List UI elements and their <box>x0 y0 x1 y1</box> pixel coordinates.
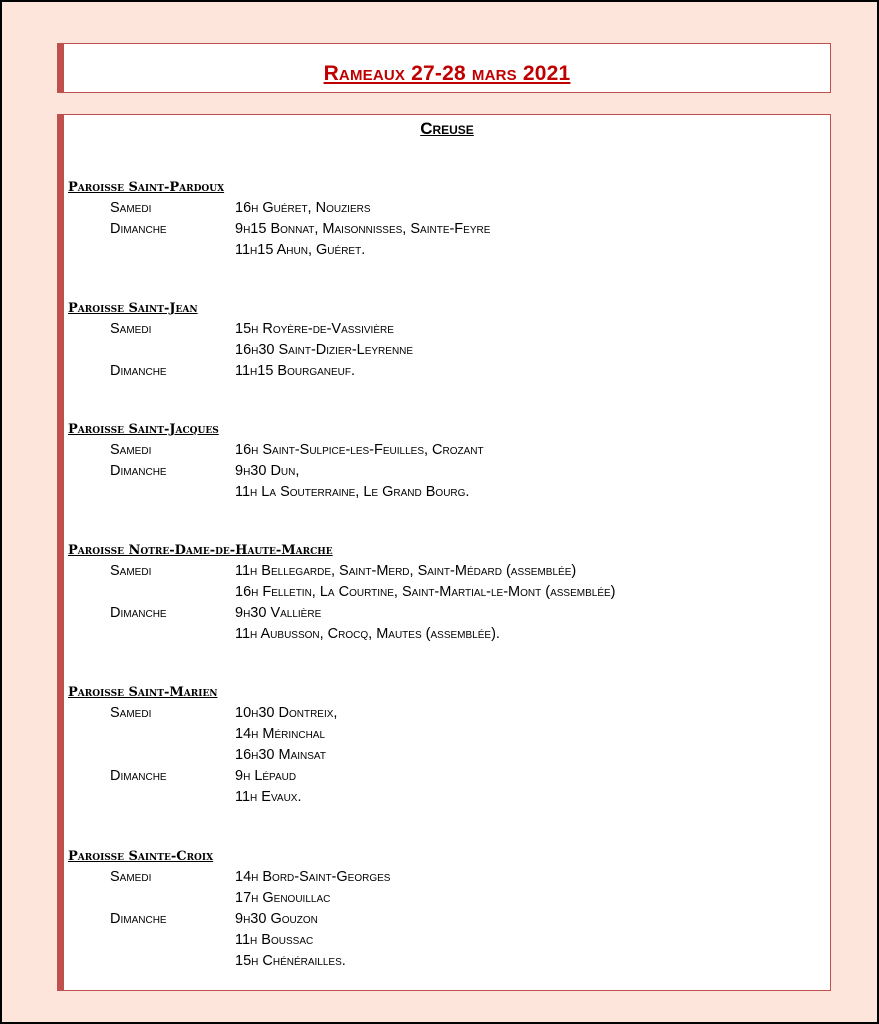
schedule-row <box>68 888 768 909</box>
service-text: 9h30 Gouzon <box>235 911 318 927</box>
schedule-row <box>68 603 768 624</box>
schedule-row <box>68 909 768 930</box>
service-text: 9h30 Vallière <box>235 605 322 621</box>
service-text: 11h Evaux. <box>235 789 302 805</box>
service-text: 11h Boussac <box>235 932 314 948</box>
schedule-row <box>68 724 768 745</box>
day-label: Samedi <box>110 869 152 885</box>
day-label: Samedi <box>110 442 152 458</box>
schedule-row <box>68 319 768 340</box>
parish-block <box>68 177 768 261</box>
service-text: 16h Felletin, La Courtine, Saint-Martial-le-Mont (assemblée) <box>235 584 616 600</box>
parish-block <box>68 846 768 972</box>
service-text: 16h30 Saint-Dizier-Leyrenne <box>235 342 414 358</box>
service-text: 11h15 Ahun, Guéret. <box>235 242 366 258</box>
schedule-row <box>68 561 768 582</box>
service-text: 11h15 Bourganeuf. <box>235 363 356 379</box>
schedule-row <box>68 240 768 261</box>
schedule-row <box>68 219 768 240</box>
parish-name: Paroisse Saint-Jacques <box>68 422 219 437</box>
day-label: Dimanche <box>110 363 167 379</box>
day-label: Samedi <box>110 200 152 216</box>
service-text: 15h Royère-de-Vassivière <box>235 321 394 337</box>
service-text: 16h30 Mainsat <box>235 747 326 763</box>
parish-name: Paroisse Saint-Marien <box>68 685 218 700</box>
service-text: 11h La Souterraine, Le Grand Bourg. <box>235 484 470 500</box>
schedule-row <box>68 340 768 361</box>
service-text: 9h Lépaud <box>235 768 297 784</box>
service-text: 16h Saint-Sulpice-les-Feuilles, Crozant <box>235 442 484 458</box>
parish-block <box>68 540 768 645</box>
parish-block <box>68 419 768 503</box>
day-label: Samedi <box>110 563 152 579</box>
schedule-row <box>68 930 768 951</box>
page-title: Rameaux 27-28 mars 2021 <box>323 62 571 85</box>
schedule-row <box>68 461 768 482</box>
parish-block <box>68 298 768 382</box>
service-text: 9h30 Dun, <box>235 463 300 479</box>
schedule-row <box>68 361 768 382</box>
service-text: 9h15 Bonnat, Maisonnisses, Sainte-Feyre <box>235 221 491 237</box>
service-text: 11h Bellegarde, Saint-Merd, Saint-Médard (assemblée) <box>235 563 577 579</box>
day-label: Dimanche <box>110 605 167 621</box>
schedule-row <box>68 582 768 603</box>
service-text: 14h Mérinchal <box>235 726 326 742</box>
day-label: Dimanche <box>110 221 167 237</box>
day-label: Dimanche <box>110 911 167 927</box>
schedule-row <box>68 951 768 972</box>
day-label: Samedi <box>110 705 152 721</box>
day-label: Dimanche <box>110 463 167 479</box>
service-text: 14h Bord-Saint-Georges <box>235 869 391 885</box>
schedule-row <box>68 624 768 645</box>
service-text: 17h Genouillac <box>235 890 331 906</box>
schedule-row <box>68 198 768 219</box>
schedule-box <box>57 114 831 991</box>
schedule-row <box>68 745 768 766</box>
parish-name: Paroisse Saint-Pardoux <box>68 180 225 195</box>
service-text: 16h Guéret, Nouziers <box>235 200 371 216</box>
schedule-row <box>68 787 768 808</box>
title-box <box>57 43 831 93</box>
schedule-row <box>68 867 768 888</box>
parish-name: Paroisse Notre-Dame-de-Haute-Marche <box>68 543 333 558</box>
day-label: Dimanche <box>110 768 167 784</box>
schedule-row <box>68 766 768 787</box>
service-text: 11h Aubusson, Crocq, Mautes (assemblée). <box>235 626 500 642</box>
schedule-row <box>68 440 768 461</box>
parish-name: Paroisse Saint-Jean <box>68 301 198 316</box>
parish-name: Paroisse Sainte-Croix <box>68 849 214 864</box>
service-text: 10h30 Dontreix, <box>235 705 338 721</box>
service-text: 15h Chénérailles. <box>235 953 346 969</box>
schedule-row <box>68 482 768 503</box>
schedule-row <box>68 703 768 724</box>
section-title: Creuse <box>420 119 474 138</box>
parish-block <box>68 682 768 808</box>
day-label: Samedi <box>110 321 152 337</box>
